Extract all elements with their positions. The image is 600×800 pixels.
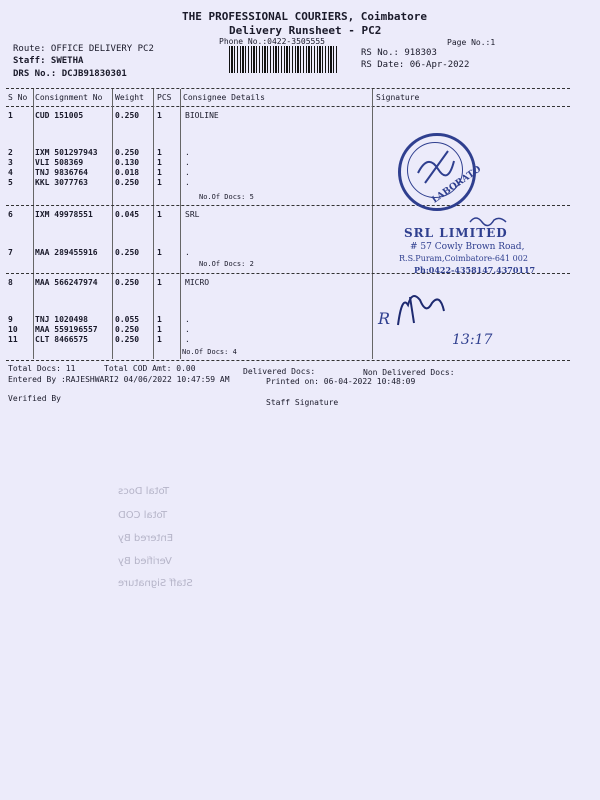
row-2-details: .	[185, 148, 190, 157]
handwritten-initial: R	[378, 309, 391, 328]
row-6-details: SRL	[185, 210, 200, 219]
row-6-sno: 6	[8, 210, 13, 219]
row-10-weight: 0.250	[115, 325, 140, 334]
non-delivered-docs: Non Delivered Docs:	[363, 368, 455, 377]
row-3-pcs: 1	[157, 158, 162, 167]
row-11-pcs: 1	[157, 335, 162, 344]
srl-signature-mark	[468, 212, 508, 228]
runsheet-title: Delivery Runsheet - PC2	[229, 24, 382, 37]
group-3-docs: No.Of Docs: 4	[182, 348, 237, 356]
row-5-weight: 0.250	[115, 178, 140, 187]
row-5-sno: 5	[8, 178, 13, 187]
delivered-docs: Delivered Docs:	[243, 367, 316, 376]
row-8-details: MICRO	[185, 278, 210, 287]
phone-number: Phone No.:0422-3505555	[219, 37, 325, 46]
srl-stamp-address-1: # 57 Cowly Brown Road,	[410, 242, 525, 252]
row-6-pcs: 1	[157, 210, 162, 219]
row-4-weight: 0.018	[115, 168, 140, 177]
divider-cons	[112, 89, 113, 359]
staff-signature: Staff Signature	[266, 398, 339, 407]
row-4-pcs: 1	[157, 168, 162, 177]
row-8-consignment: MAA 566247974	[35, 278, 98, 287]
row-2-pcs: 1	[157, 148, 162, 157]
entered-by: Entered By :RAJESHWARI2 04/06/2022 10:47:59 AM	[8, 375, 230, 384]
printed-on: Printed on: 06-04-2022 10:48:09	[266, 377, 416, 386]
row-11-sno: 11	[8, 335, 18, 344]
verified-by: Verified By	[8, 394, 61, 403]
col-consignee: Consignee Details	[183, 93, 265, 102]
group-2-docs: No.Of Docs: 2	[199, 260, 254, 268]
srl-stamp-phone: Ph:0422-4358147,4370117	[414, 265, 536, 275]
row-9-details: .	[185, 315, 190, 324]
row-6-consignment: IXM 49978551	[35, 210, 93, 219]
row-5-details: .	[185, 178, 190, 187]
row-6-weight: 0.045	[115, 210, 140, 219]
header-bottom-rule	[6, 106, 570, 107]
staff-label: Staff: SWETHA	[13, 56, 84, 66]
company-name: THE PROFESSIONAL COURIERS, Coimbatore	[182, 10, 428, 23]
row-3-weight: 0.130	[115, 158, 140, 167]
srl-stamp-address-2: R.S.Puram,Coimbatore-641 002	[399, 254, 528, 263]
row-7-consignment: MAA 289455916	[35, 248, 98, 257]
row-1-sno: 1	[8, 111, 13, 120]
row-4-consignment: TNJ 9836764	[35, 168, 88, 177]
bleed-through-2: Total COD	[118, 510, 168, 521]
row-2-weight: 0.250	[115, 148, 140, 157]
row-3-details: .	[185, 158, 190, 167]
divider-sno	[33, 89, 34, 359]
row-3-consignment: VLI 508369	[35, 158, 84, 167]
total-cod: Total COD Amt: 0.00	[104, 364, 196, 373]
row-3-sno: 3	[8, 158, 13, 167]
row-10-pcs: 1	[157, 325, 162, 334]
col-pcs: PCS	[157, 93, 172, 102]
group-1-rule	[6, 205, 570, 206]
bleed-through-1: Total Docs	[118, 486, 170, 497]
row-7-sno: 7	[8, 248, 13, 257]
divider-details	[372, 89, 373, 359]
row-11-weight: 0.250	[115, 335, 140, 344]
row-8-pcs: 1	[157, 278, 162, 287]
row-7-details: .	[185, 248, 190, 257]
row-4-details: .	[185, 168, 190, 177]
barcode	[229, 46, 339, 73]
group-1-docs: No.Of Docs: 5	[199, 193, 254, 201]
row-5-pcs: 1	[157, 178, 162, 187]
row-1-consignment: CUD 151005	[35, 111, 84, 120]
footer-top-rule	[6, 360, 570, 361]
header-top-rule	[6, 88, 570, 89]
row-5-consignment: KKL 3077763	[35, 178, 88, 187]
row-9-consignment: TNJ 1020498	[35, 315, 88, 324]
route-label: Route: OFFICE DELIVERY PC2	[13, 44, 154, 54]
row-8-sno: 8	[8, 278, 13, 287]
row-4-sno: 4	[8, 168, 13, 177]
col-sno: S No	[8, 93, 28, 102]
row-11-details: .	[185, 335, 190, 344]
col-signature: Signature	[376, 93, 420, 102]
row-10-consignment: MAA 559196557	[35, 325, 98, 334]
row-8-weight: 0.250	[115, 278, 140, 287]
rs-number: RS No.: 918303	[361, 48, 437, 58]
row-9-weight: 0.055	[115, 315, 140, 324]
row-7-pcs: 1	[157, 248, 162, 257]
row-1-details: BIOLINE	[185, 111, 219, 120]
row-10-details: .	[185, 325, 190, 334]
divider-weight	[153, 89, 154, 359]
row-2-consignment: IXM 501297943	[35, 148, 98, 157]
srl-stamp-name: SRL LIMITED	[404, 226, 508, 240]
col-consignment: Consignment No	[35, 93, 103, 102]
total-docs: Total Docs: 11	[8, 364, 76, 373]
row-9-pcs: 1	[157, 315, 162, 324]
row-1-pcs: 1	[157, 111, 162, 120]
row-1-weight: 0.250	[115, 111, 140, 120]
row-10-sno: 10	[8, 325, 18, 334]
row-2-sno: 2	[8, 148, 13, 157]
divider-pcs	[180, 89, 181, 359]
bleed-through-4: Verified By	[118, 556, 172, 567]
page-number: Page No.:1	[447, 38, 496, 47]
row-11-consignment: CLT 8466575	[35, 335, 88, 344]
row-7-weight: 0.250	[115, 248, 140, 257]
row-9-sno: 9	[8, 315, 13, 324]
seal-text: LABORATO	[430, 164, 484, 206]
drs-number: DRS No.: DCJB91830301	[13, 69, 127, 79]
rs-date: RS Date: 06-Apr-2022	[361, 60, 470, 70]
bleed-through-5: Staff Signature	[118, 578, 193, 589]
bleed-through-3: Entered By	[118, 533, 174, 544]
handwritten-time: 13:17	[452, 332, 493, 348]
col-weight: Weight	[115, 93, 144, 102]
